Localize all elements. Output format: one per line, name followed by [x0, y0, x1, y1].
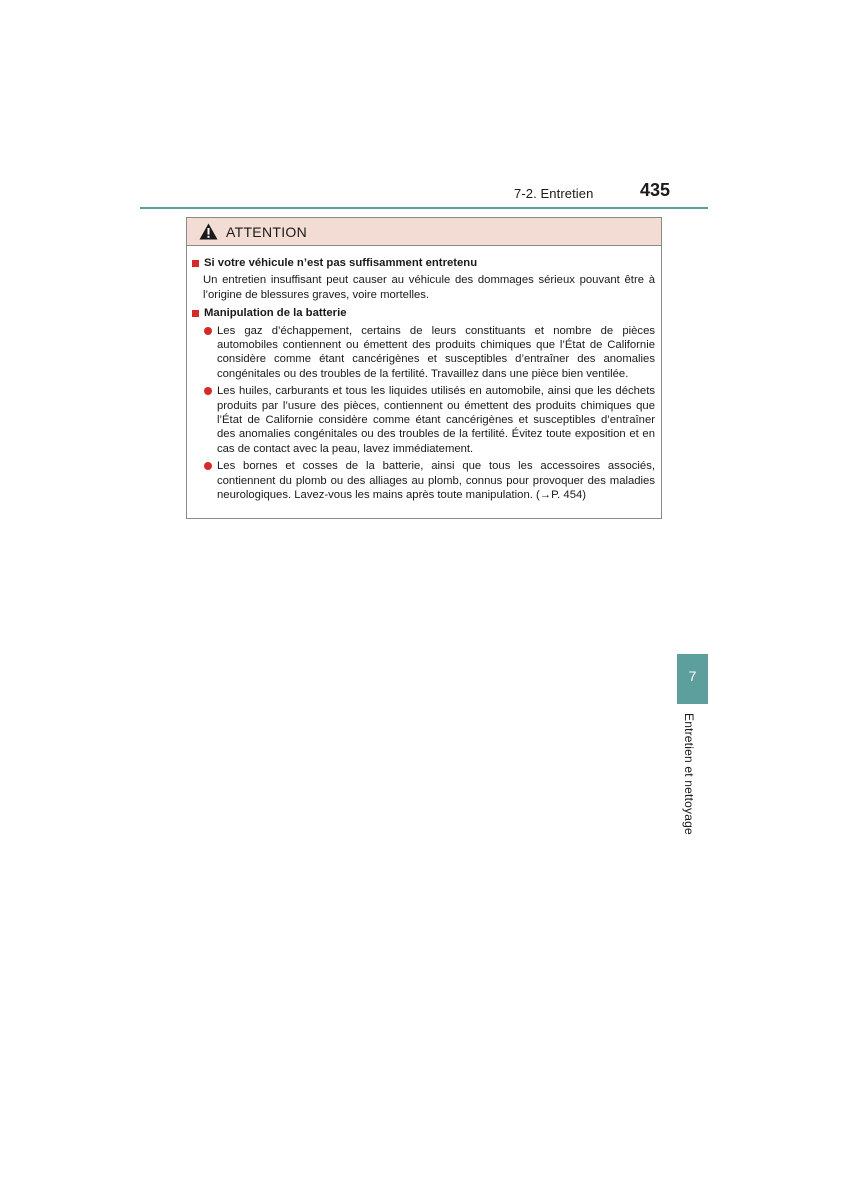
- chapter-number: 7: [688, 668, 697, 684]
- list-item: Les gaz d’échappement, certains de leurs constituants et nombre de pièces automobiles contiennent ou émettent des produits chimiques que l’État de Californie considère comme étant cancérigènes et susceptibles d’entraîner des anomalies congénitales ou des troubles de la fertilité. Travaillez dans une pièce bien ventilée.: [203, 324, 655, 382]
- section-heading-battery: Manipulation de la batterie: [191, 306, 655, 320]
- chapter-label: Entretien et nettoyage: [682, 713, 696, 835]
- header-divider: [140, 207, 708, 209]
- round-bullet-icon: [204, 387, 212, 395]
- round-bullet-icon: [204, 462, 212, 470]
- list-item: Les huiles, carburants et tous les liquides utilisés en automobile, ainsi que les déchets produits par l’usure des pièces, contiennent ou émettent des produits chimiques que l’État de Californie considère comme étant cancérigènes et susceptibles d’entraîner des anomalies congénitales ou des troubles de la fertilité. Évitez toute exposition et en cas de contact avec la peau, lavez immédiatement.: [203, 384, 655, 456]
- warning-body: [187, 246, 661, 503]
- section-title: 7-2. Entretien: [514, 186, 594, 201]
- warning-triangle-icon: [199, 223, 218, 240]
- round-bullet-icon: [204, 327, 212, 335]
- square-bullet-icon: [192, 310, 199, 317]
- maintenance-paragraph: Un entretien insuffisant peut causer au véhicule des dommages sérieux pouvant être à l’origine de blessures graves, voire mortelles.: [203, 274, 655, 301]
- square-bullet-icon: [192, 260, 199, 267]
- list-item: Les bornes et cosses de la batterie, ainsi que tous les accessoires associés, contiennent du plomb ou des alliages au plomb, connus pour provoquer des maladies neurologiques. Lavez-vous les mains après toute manipulation. (→P. 454): [203, 459, 655, 502]
- warning-header: [187, 218, 661, 246]
- section-heading-maintenance: Si votre véhicule n’est pas suffisamment entretenu: [191, 256, 655, 270]
- warning-box: [186, 217, 662, 519]
- warning-title: ATTENTION: [226, 223, 307, 240]
- chapter-tab[interactable]: [677, 654, 708, 704]
- page-number: 435: [640, 180, 671, 200]
